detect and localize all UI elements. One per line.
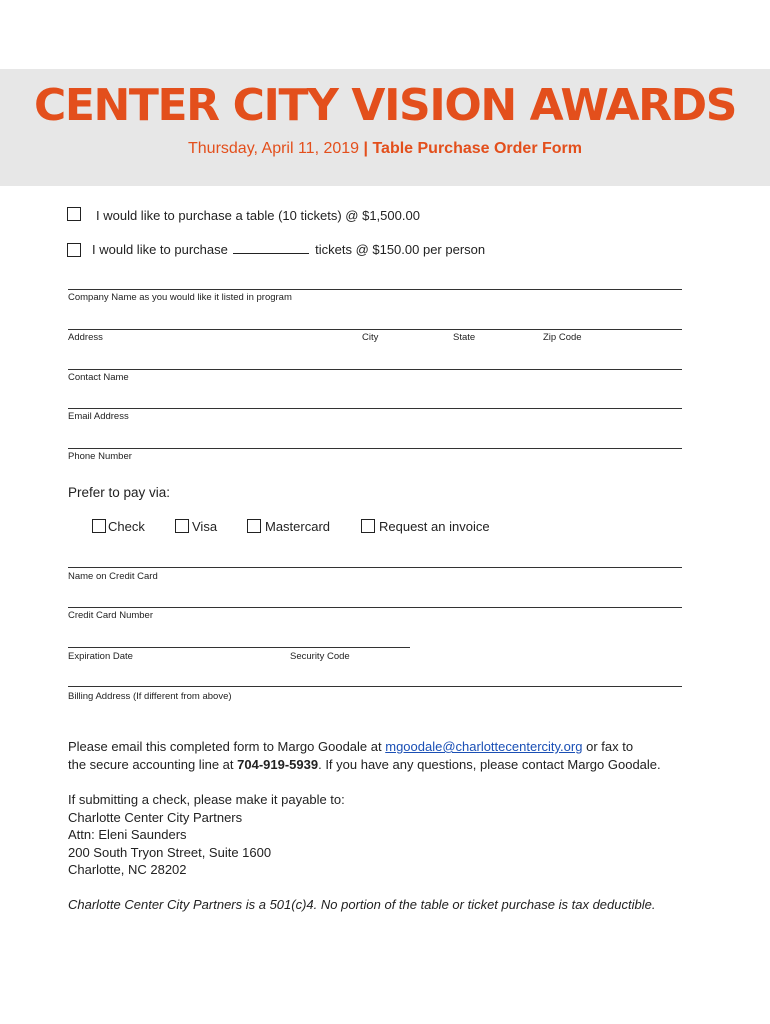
address-field-line[interactable]	[68, 329, 682, 330]
subtitle-separator: |	[363, 140, 368, 157]
company-label: Company Name as you would like it listed in program	[68, 292, 292, 303]
billing-address-field-line[interactable]	[68, 686, 682, 687]
event-date: Thursday, April 11, 2019	[188, 140, 360, 157]
instructions-line-2-text: the secure accounting line at	[68, 756, 234, 772]
tax-disclaimer: Charlotte Center City Partners is a 501(c)4. No portion of the table or ticket purchase is tax deductible.	[68, 897, 656, 912]
email-field-line[interactable]	[68, 408, 682, 409]
city-label: City	[362, 332, 379, 343]
ticket-purchase-checkbox[interactable]	[67, 243, 81, 257]
pay-check-label: Check	[108, 519, 145, 534]
check-payable-attn: Attn: Eleni Saunders	[68, 827, 187, 842]
payment-prompt: Prefer to pay via:	[68, 485, 171, 500]
page-subtitle	[0, 140, 770, 158]
pay-mastercard-checkbox[interactable]	[247, 519, 261, 533]
expiration-security-field-line[interactable]	[68, 647, 410, 648]
card-number-label: Credit Card Number	[68, 610, 153, 621]
pay-check-checkbox[interactable]	[92, 519, 106, 533]
card-name-label: Name on Credit Card	[68, 571, 158, 582]
instructions-line-2-end: . If you have any questions, please contact Margo Goodale.	[318, 756, 661, 772]
pay-invoice-checkbox[interactable]	[361, 519, 375, 533]
check-payable-heading: If submitting a check, please make it payable to:	[68, 792, 345, 807]
phone-label: Phone Number	[68, 451, 132, 462]
check-payable-block	[68, 791, 345, 879]
pay-invoice-label: Request an invoice	[379, 519, 490, 534]
email-label: Email Address	[68, 411, 129, 422]
instructions-line-2	[68, 756, 661, 774]
security-code-label: Security Code	[290, 651, 350, 662]
ticket-purchase-label	[92, 242, 485, 257]
card-name-field-line[interactable]	[68, 567, 682, 568]
company-field-line[interactable]	[68, 289, 682, 290]
table-purchase-checkbox[interactable]	[67, 207, 81, 221]
table-purchase-label: I would like to purchase a table (10 tickets) @ $1,500.00	[96, 208, 420, 223]
card-number-field-line[interactable]	[68, 607, 682, 608]
contact-email-link[interactable]: mgoodale@charlottecentercity.org	[385, 739, 583, 754]
page-title: CENTER CITY VISION AWARDS	[33, 80, 737, 131]
check-payable-org: Charlotte Center City Partners	[68, 809, 243, 825]
pay-mastercard-label: Mastercard	[265, 519, 331, 534]
instructions-paragraph	[68, 738, 661, 773]
fax-number: 704-919-5939	[237, 756, 319, 772]
instructions-line-1-end: or fax to	[586, 739, 634, 754]
check-payable-street: 200 South Tryon Street, Suite 1600	[68, 844, 272, 860]
check-payable-city: Charlotte, NC 28202	[68, 862, 187, 877]
phone-field-line[interactable]	[68, 448, 682, 449]
pay-visa-checkbox[interactable]	[175, 519, 189, 533]
contact-field-line[interactable]	[68, 369, 682, 370]
address-label: Address	[68, 332, 103, 343]
pay-visa-label: Visa	[192, 519, 218, 534]
form-name: Table Purchase Order Form	[372, 140, 582, 157]
zip-label: Zip Code	[543, 332, 582, 343]
ticket-purchase-prefix: I would like to purchase	[92, 242, 228, 257]
ticket-purchase-suffix: tickets @ $150.00 per person	[315, 242, 486, 257]
instructions-line-1	[68, 738, 661, 756]
state-label: State	[453, 332, 476, 343]
billing-address-label: Billing Address (If different from above)	[68, 691, 232, 702]
instructions-line-1-text: Please email this completed form to Margo Goodale at	[68, 739, 382, 754]
ticket-quantity-field[interactable]	[233, 242, 309, 254]
expiration-label: Expiration Date	[68, 651, 133, 662]
contact-label: Contact Name	[68, 372, 129, 383]
